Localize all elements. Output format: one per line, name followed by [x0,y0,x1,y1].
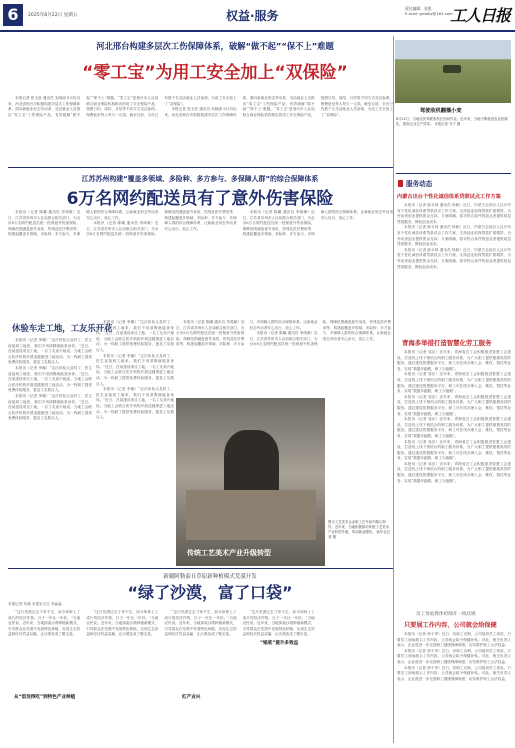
top-section-rule [8,167,393,168]
story4-byline: 本报记者 朱晓 本报实习生 李淼淼 [8,602,62,606]
service-item1-body: 本报讯（记者 薛永林 通讯员 杨帆）近日，内蒙古自治区人社厅印发个性化诚信体系贷款试点工作方案，支持创业担保贷款扩面增效，为劳动者创业提供资金支持。方案明确，将对符合条件的创业者提供贴息贷款服务，降低创业成本。 本报讯（记者 薛永林 通讯员 杨帆）近日，内蒙古自治区人社厅印发个性化诚信体系贷款试点工作方案，支持创业担保贷款扩面增效，为劳动者创业提供资金支持。方案明确，将对符合条件的创业者提供贴息贷款服务，降低创业成本。 本报讯（记者 薛永林 通讯员 杨帆）近日，内蒙古自治区人社厅印发个性化诚信体系贷款试点工作方案，支持创业担保贷款扩面增效，为劳动者创业提供资金支持。方案明确，将对符合条件的创业者提供贴息贷款服务，降低创业成本。 [397,203,511,269]
service-item3-headline: 只要展工作内容，公司就会给保健 [404,622,497,629]
service-column-title: 服务动态 [398,178,432,188]
story4-body: “这片荒漠过去寸草不生，如今却种上了成片的经济作物，日子一年比一年好。”当地农民说。近年来，当地探索沙漠种植新模式，引导群众在荒漠中发展特色种植，实现生态效益和经济效益双赢，让沙漠变成了聚宝盆。 “这片荒漠过去寸草不生，如今却种上了成片的经济作物，日子一年比一年好。”当地农民说。近年来，当地探索沙漠种植新模式，引导群众在荒漠中发展特色种植，实现生态效益和经济效益双赢，让沙漠变成了聚宝盆。 “这片荒漠过去寸草不生，如今却种上了成片的经济作物，日子一年比一年好。”当地农民说。近年来，当地探索沙漠种植新模式，引导群众在荒漠中发展特色种植，实现生态效益和经济效益双赢，让沙漠变成了聚宝盆。 “这片荒漠过去寸草不生，如今却种上了成片的经济作物，日子一年比一年好。”当地农民说。近年来，当地探索沙漠种植新模式，引导群众在荒漠中发展特色种植，实现生态效益和经济效益双赢，让沙漠变成了聚宝盆。 [8,610,315,637]
service-item3-kicker: 员工体验教体检细开一线反映 [416,612,476,617]
column-divider [393,36,394,743]
masthead-logo: 工人日报 [450,6,511,25]
workshop-photo [176,398,325,566]
story4-kicker: 新疆阿勒泰且草原新种植模式荒漠开发 [163,574,257,580]
tractor-shape [443,65,461,73]
page-header [0,0,515,30]
worker-shape [224,430,279,495]
service-item1-headline: 内蒙古出台个性化诚信体系贷款试点工作方案 [397,194,501,200]
story2-kicker: 江苏苏州构建“覆盖多领域、多险种、多方参与、多保障人群”的综合保障体系 [81,175,319,183]
field-photo-desc: 8月22日，当地农民驾驶收机在田间作业。近年来，当地不断推进农业机械化，提高农业生产效率。 本报记者 马宁 摄 [396,117,508,126]
photo-caption-main: 传统工艺美术产业升级转型 [187,549,271,557]
workbench-shape [186,490,316,540]
story4-subhead-3: “锅底”提升多效益 [260,641,299,646]
story1-body: 本报记者 张玉营 通讯员 宋晓丽 8月份以来，河北省邢台市积极构建多层次工伤保障体系，面向新就业形态劳动者、灵活就业人员推出“零工宝”工伤保险产品，有效破解“做不起”“保不上”难题。“零工宝”是邢台市人社局联合商业保险机构推出的用工安全保险产品，按照日结、周结、月结等不同方式灵活参保，保费低至每人每天一元钱。截至目前，全市已有数千名灵活就业人员参保，为用工安全加上了“双保险”。 本报记者 张玉营 通讯员 宋晓丽 8月份以来，河北省邢台市积极构建多层次工伤保障体系，面向新就业形态劳动者、灵活就业人员推出“零工宝”工伤保险产品，有效破解“做不起”“保不上”难题。“零工宝”是邢台市人社局联合商业保险机构推出的用工安全保险产品，按照日结、周结、月结等不同方式灵活参保，保费低至每人每天一元钱。截至目前，全市已有数千名灵活就业人员参保，为用工安全加上了“双保险”。 [8,96,393,117]
photo-caption-side: 图为工艺美术企业职工在车间内精心制作。近年来，当地积极推动传统工艺美术产业转型升级，带动就业增收。 新华社记者 摄 [328,520,391,539]
story1-headline: “零工宝”为用工安全加上“双保险” [82,63,348,83]
title-marker-icon [398,180,403,187]
right-section-rule [396,173,511,174]
story3-body-col2: 本报讯（记者 李娜）“这次体检太及时了，医生直接到工地来，我们不用请假就能查身体。”近日，在某建设项目工地，一名工友高兴地说。当地工会联合医疗机构开展送健康进工地活动，为一线职工提供免费体检服务，惠及工友数百人。 本报讯（记者 李娜）“这次体检太及时了，医生直接到工地来，我们不用请假就能查身体。”近日，在某建设项目工地，一名工友高兴地说。当地工会联合医疗机构开展送健康进工地活动，为一线职工提供免费体检服务，惠及工友数百人。 本报讯（记者 李娜）“这次体检太及时了，医生直接到工地来，我们不用请假就能查身体。”近日，在某建设项目工地，一名工友高兴地说。当地工会联合医疗机构开展送健康进工地活动，为一线职工提供免费体检服务，惠及工友数百人。 [96,320,174,420]
service-item2-headline: 青海多举措打造智慧化劳工服务 [402,339,492,347]
story4-headline: “绿了沙漠，富了口袋” [127,583,293,602]
story2-headline: 6万名网约配送员有了意外伤害保险 [66,189,334,209]
story3-headline: 休验车走工地，工友乐开花 [12,323,113,333]
field-photo [395,40,511,103]
service-item3-body: 本报讯（记者 徐子李）近日，有职工反映，公司组织员工体检，只要员工到场展示工作内容，公司就会给予保健补贴。对此，相关负责人表示，企业将进一步完善职工健康保障制度，切实维护职工合法权益。 本报讯（记者 徐子李）近日，有职工反映，公司组织员工体检，只要员工到场展示工作内容，公司就会给予保健补贴。对此，相关负责人表示，企业将进一步完善职工健康保障制度，切实维护职工合法权益。 本报讯（记者 徐子李）近日，有职工反映，公司组织员工体检，只要员工到场展示工作内容，公司就会给予保健补贴。对此，相关负责人表示，企业将进一步完善职工健康保障制度，切实维护职工合法权益。 [397,632,511,681]
story1-kicker: 河北邢台构建多层次工伤保障体系，破解“做不起”“保不上”难题 [96,41,334,51]
header-rule [0,30,515,32]
story2-body: 本报讯（记者 陈曦 通讯员 李鸿雁）近日，江苏省苏州市人社局联合相关部门，为全市6万名网约配送员统一投保意外伤害保险，保障范围涵盖意外身故、伤残及医疗费用等，构建起覆盖多领域、多险种、多方参与、多保障人群的综合保障体系，让新就业形态劳动者安心出行、放心工作。 本报讯（记者 陈曦 通讯员 李鸿雁）近日，江苏省苏州市人社局联合相关部门，为全市6万名网约配送员统一投保意外伤害保险，保障范围涵盖意外身故、伤残及医疗费用等，构建起覆盖多领域、多险种、多方参与、多保障人群的综合保障体系，让新就业形态劳动者安心出行、放心工作。 本报讯（记者 陈曦 通讯员 李鸿雁）近日，江苏省苏州市人社局联合相关部门，为全市6万名网约配送员统一投保意外伤害保险，保障范围涵盖意外身故、伤残及医疗费用等，构建起覆盖多领域、多险种、多方参与、多保障人群的综合保障体系，让新就业形态劳动者安心出行、放心工作。 [8,210,393,237]
bottom-section-rule [8,568,393,569]
section-title: 权益·服务 [226,9,279,23]
story2-body-col6: 本报讯（记者 陈曦 通讯员 李鸿雁）近日，江苏省苏州市人社局联合相关部门，为全市6万名网约配送员统一投保意外伤害保险，保障范围涵盖意外身故、伤残及医疗费用等，构建起覆盖多领域、多险种、多方参与、多保障人群的综合保障体系，让新就业形态劳动者安心出行、放心工作。 本报讯（记者 陈曦 通讯员 李鸿雁）近日，江苏省苏州市人社局联合相关部门，为全市6万名网约配送员统一投保意外伤害保险，保障范围涵盖意外身故、伤残及医疗费用等，构建起覆盖多领域、多险种、多方参与、多保障人群的综合保障体系，让新就业形态劳动者安心出行、放心工作。 [176,320,391,347]
field-photo-caption: 驾驶收机翻播小麦 [420,108,462,114]
editor-info: 责任编辑：张锐 E-mail: grdaily@163.com [405,6,453,16]
issue-date: 2025年8月22日 星期五 [28,13,78,18]
story3-body: 本报讯（记者 李娜）“这次体检太及时了，医生直接到工地来，我们不用请假就能查身体。”近日，在某建设项目工地，一名工友高兴地说。当地工会联合医疗机构开展送健康进工地活动，为一线职工提供免费体检服务，惠及工友数百人。 本报讯（记者 李娜）“这次体检太及时了，医生直接到工地来，我们不用请假就能查身体。”近日，在某建设项目工地，一名工友高兴地说。当地工会联合医疗机构开展送健康进工地活动，为一线职工提供免费体检服务，惠及工友数百人。 本报讯（记者 李娜）“这次体检太及时了，医生直接到工地来，我们不用请假就能查身体。”近日，在某建设项目工地，一名工友高兴地说。当地工会联合医疗机构开展送健康进工地活动，为一线职工提供免费体检服务，惠及工友数百人。 [8,338,92,421]
service-item2-body: 本报讯（记者 邹乐）近年来，青海省总工会积极推进智慧工会建设，打造线上线下相结合的职工服务体系，为广大职工提供便捷高效的服务。通过建设智慧服务平台，职工可在线办理入会、维权、帮扶等业务，实现“数据多跑路，职工少跑腿”。 本报讯（记者 邹乐）近年来，青海省总工会积极推进智慧工会建设，打造线上线下相结合的职工服务体系，为广大职工提供便捷高效的服务。通过建设智慧服务平台，职工可在线办理入会、维权、帮扶等业务，实现“数据多跑路，职工少跑腿”。 本报讯（记者 邹乐）近年来，青海省总工会积极推进智慧工会建设，打造线上线下相结合的职工服务体系，为广大职工提供便捷高效的服务。通过建设智慧服务平台，职工可在线办理入会、维权、帮扶等业务，实现“数据多跑路，职工少跑腿”。 本报讯（记者 邹乐）近年来，青海省总工会积极推进智慧工会建设，打造线上线下相结合的职工服务体系，为广大职工提供便捷高效的服务。通过建设智慧服务平台，职工可在线办理入会、维权、帮扶等业务，实现“数据多跑路，职工少跑腿”。 本报讯（记者 邹乐）近年来，青海省总工会积极推进智慧工会建设，打造线上线下相结合的职工服务体系，为广大职工提供便捷高效的服务。通过建设智慧服务平台，职工可在线办理入会、维权、帮扶等业务，实现“数据多跑路，职工少跑腿”。 本报讯（记者 邹乐）近年来，青海省总工会积极推进智慧工会建设，打造线上线下相结合的职工服务体系，为广大职工提供便捷高效的服务。通过建设智慧服务平台，职工可在线办理入会、维权、帮扶等业务，实现“数据多跑路，职工少跑腿”。 [397,350,511,483]
page-number: 6 [3,4,23,26]
story4-subhead-1: 从“饭没得吃”到特色产业种植 [14,695,76,700]
story4-subhead-2: 红产业兴 [182,695,201,700]
